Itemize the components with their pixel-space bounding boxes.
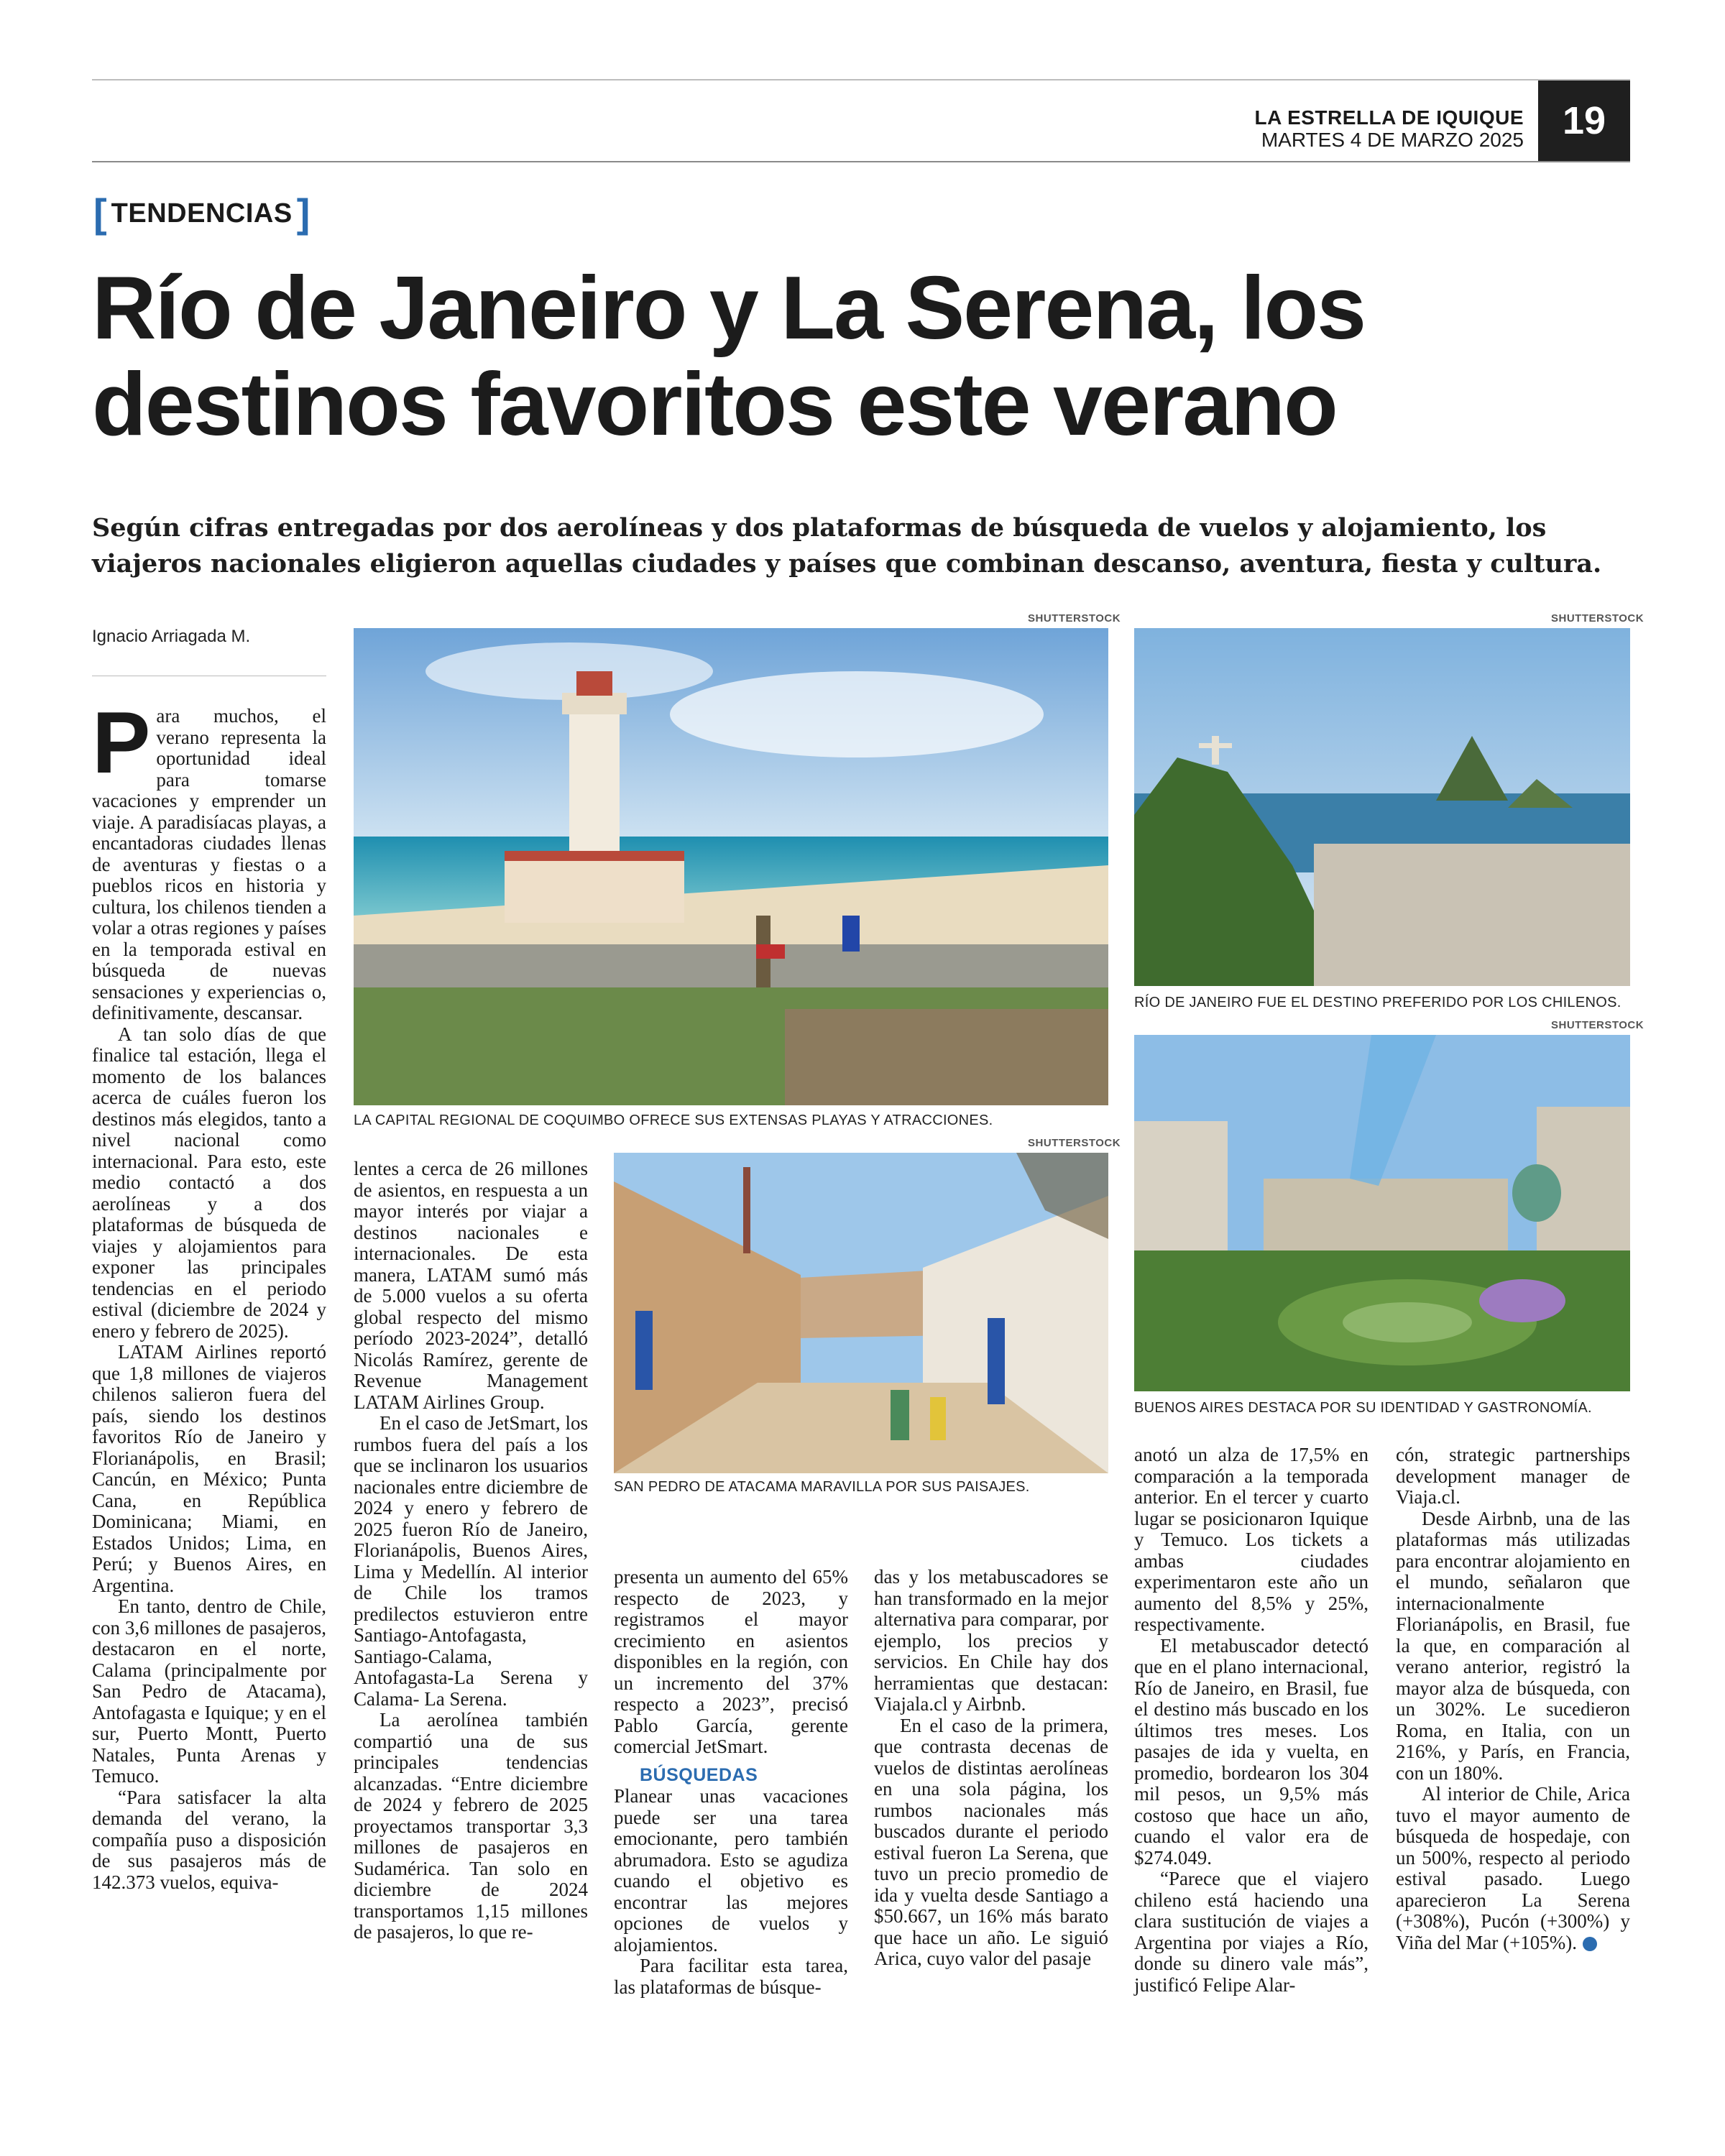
photo-credit-buenos-aires: SHUTTERSTOCK xyxy=(1551,1019,1644,1031)
paragraph: En tanto, dentro de Chile, con 3,6 millones de pasajeros, destacaron en el norte, Calama (principalmente por San Pedro de Atacama), Antofagasta e Iquique; y en el sur, Puerto Montt, Puerto Natales, Punta Arenas y Temuco. xyxy=(92,1595,326,1787)
text-column-3 xyxy=(614,1567,848,1998)
paragraph xyxy=(1396,1784,1630,1953)
paragraph: La aerolínea también compartió una de sus principales tendencias alcanzadas. “Entre diciembre de 2024 y febrero de 2025 proyectamos transportar 3,3 millones de pasajeros en Sudamérica. Tan solo en diciembre de 2024 transportamos 1,15 millones de pasajeros, lo que re- xyxy=(354,1709,588,1943)
paragraph: Planear unas vacaciones puede ser una tarea emocionante, pero también abrumadora. Esto se agudiza cuando el objetivo es encontrar las mejores opciones de vuelos y alojamientos. xyxy=(614,1785,848,1955)
paragraph: El metabuscador detectó que en el plano internacional, Río de Janeiro, en Brasil, fue el destino más buscado en los últimos tres meses. Los pasajes de ida y vuelta, en promedio, bordearon los 304 mil pesos, un 9,5% más costoso que hace un año, cuando el valor era de $274.049. xyxy=(1134,1634,1368,1869)
caption-atacama: SAN PEDRO DE ATACAMA MARAVILLA POR SUS PAISAJES. xyxy=(614,1479,1030,1495)
paragraph: Desde Airbnb, una de las plataformas más utilizadas para encontrar alojamiento en el mundo, señalaron que internacionalmente Florianápolis, en Brasil, fue la que, en comparación al verano anterior, registró la mayor alza de búsqueda, con un 302%. Le sucedieron Roma, en Italia, con un 216%, y París, en Francia, con un 180%. xyxy=(1396,1507,1630,1784)
masthead xyxy=(1255,106,1524,151)
paragraph: cón, strategic partnerships development manager de Viaja.cl. xyxy=(1396,1444,1630,1508)
photo-rio xyxy=(1134,628,1630,986)
paragraph: lentes a cerca de 26 millones de asientos, en respuesta a un mayor interés por viajar a destinos nacionales e internacionales. De esta manera, LATAM sumó más de 5.000 vuelos a su oferta global respecto del mismo período 2023-2024”, detalló Nicolás Ramírez, gerente de Revenue Management LATAM Airlines Group. xyxy=(354,1158,588,1413)
paragraph-text: Al interior de Chile, Arica tuvo el mayor aumento de búsqueda de hospedaje, con un 500%, respecto al periodo estival pasado. Luego aparecieron La Serena (+308%), Pucón (+300%) y Viña del Mar (+105%). xyxy=(1396,1783,1630,1953)
photo-credit-rio: SHUTTERSTOCK xyxy=(1551,612,1644,625)
photo-coquimbo xyxy=(354,628,1108,1105)
headline xyxy=(92,260,1644,453)
dropcap: P xyxy=(92,694,151,791)
top-rule xyxy=(92,79,1630,80)
section-bracket-close: ] xyxy=(296,190,310,236)
paragraph: das y los metabuscadores se han transformado en la mejor alternativa para comparar, por ejemplo, los precios y servicios. En Chile hay dos herramientas que destacan: Viajala.cl y Airbnb. xyxy=(874,1566,1108,1715)
paragraph: En el caso de la primera, que contrasta decenas de vuelos de distintas aerolíneas en una sola página, los rumbos nacionales más buscados durante el periodo estival fueron La Serena, que tuvo un precio promedio de ida y vuelta desde Santiago a $50.667, un 16% más barato que hace un año. Le siguió Arica, cuyo valor del pasaje xyxy=(874,1714,1108,1969)
caption-rio: RÍO DE JANEIRO FUE EL DESTINO PREFERIDO POR LOS CHILENOS. xyxy=(1134,995,1622,1010)
section-label: TENDENCIAS xyxy=(111,198,293,229)
subhead-busquedas: BÚSQUEDAS xyxy=(640,1764,758,1785)
byline: Ignacio Arriagada M. xyxy=(92,627,251,646)
issue-date: MARTES 4 DE MARZO 2025 xyxy=(1261,129,1524,151)
photo-credit-coquimbo: SHUTTERSTOCK xyxy=(1028,612,1121,625)
deck: Según cifras entregadas por dos aerolíneas y dos plataformas de búsqueda de vuelos y alojamiento, los viajeros nacionales eligieron aquellas ciudades y países que combinan descanso, aventura, fiesta y cultura. xyxy=(92,513,1602,579)
caption-buenos-aires: BUENOS AIRES DESTACA POR SU IDENTIDAD Y GASTRONOMÍA. xyxy=(1134,1400,1592,1416)
newspaper-name: LA ESTRELLA DE IQUIQUE xyxy=(1254,106,1524,129)
text-column-6 xyxy=(1396,1445,1630,1953)
paragraph: anotó un alza de 17,5% en comparación a la temporada anterior. En el tercer y cuarto lugar se posicionaron Iquique y Temuco. Los tickets a ambas ciudades experimentaron este año un aumento del 8,5% y 25%, respectivamente. xyxy=(1134,1444,1368,1635)
photo-atacama xyxy=(614,1153,1108,1473)
text-column-2 xyxy=(354,1158,588,1943)
text-column-5 xyxy=(1134,1445,1368,1996)
caption-coquimbo: LA CAPITAL REGIONAL DE COQUIMBO OFRECE SUS EXTENSAS PLAYAS Y ATRACCIONES. xyxy=(354,1112,993,1128)
text-column-4 xyxy=(874,1567,1108,1970)
paragraph: “Parece que el viajero chileno está haciendo una clara sustitución de viajes a Argentina por viajes a Río, donde su dinero vale más”, justificó Felipe Alar- xyxy=(1134,1868,1368,1996)
text-column-1 xyxy=(92,694,326,1893)
paragraph: LATAM Airlines reportó que 1,8 millones de viajeros chilenos salieron fuera del país, siendo los destinos favoritos Río de Janeiro y Florianápolis, en Brasil; Cancún, en México; Punta Cana, en República Dominicana; Miami, en Estados Unidos; Lima, en Perú; y Buenos Aires, en Argentina. xyxy=(92,1341,326,1596)
page-number: 19 xyxy=(1538,80,1630,161)
paragraph: “Para satisfacer la alta demanda del verano, la compañía puso a disposición de sus pasajeros más de 142.373 vuelos, equiva- xyxy=(92,1786,326,1893)
paragraph: Para facilitar esta tarea, las plataformas de búsque- xyxy=(614,1955,848,1998)
photo-credit-atacama: SHUTTERSTOCK xyxy=(1028,1137,1121,1149)
headline-line-2: destinos favoritos este verano xyxy=(92,355,1337,454)
paragraph-1-text: ara muchos, el verano representa la oportunidad ideal para tomarse vacaciones y emprender un viaje. A paradisíacas playas, a encantadoras ciudades llenas de aventuras y fiestas o a pueblos ricos en historia y cultura, los chilenos tienden a volar a otras regiones y países en la temporada estival en búsqueda de nuevas sensaciones y experiencias o, definitivamente, descansar. xyxy=(92,705,326,1023)
header-rule xyxy=(92,161,1630,162)
paragraph: presenta un aumento del 65% respecto de 2023, y registramos el mayor crecimiento en asientos disponibles en la región, con un incremento del 37% respecto a 2023”, precisó Pablo García, gerente comercial JetSmart. xyxy=(614,1566,848,1757)
photo-buenos-aires xyxy=(1134,1035,1630,1391)
end-mark-icon: ✪ xyxy=(1583,1937,1597,1951)
headline-line-1: Río de Janeiro y La Serena, los xyxy=(92,259,1366,358)
paragraph-1 xyxy=(92,694,326,1024)
paragraph: En el caso de JetSmart, los rumbos fuera del país a los que se inclinaron los usuarios nacionales entre diciembre de 2024 y enero y febrero de 2025 fueron Río de Janeiro, Florianápolis, Buenos Aires, Lima y Medellín. Al interior de Chile los tramos predilectos estuvieron entre Santiago-Antofagasta, Santiago-Calama, Antofagasta-La Serena y Calama- La Serena. xyxy=(354,1412,588,1710)
section-bracket-open: [ xyxy=(93,190,107,236)
section-tag xyxy=(93,190,310,236)
paragraph: A tan solo días de que finalice tal estación, llega el momento de los balances acerca de cuáles fueron los destinos más elegidos, tanto a nivel nacional como internacional. Para esto, este medio contactó a dos aerolíneas y a dos plataformas de búsqueda de viajes y alojamientos para exponer las principales tendencias en el periodo estival (diciembre de 2024 y enero y febrero de 2025). xyxy=(92,1023,326,1342)
